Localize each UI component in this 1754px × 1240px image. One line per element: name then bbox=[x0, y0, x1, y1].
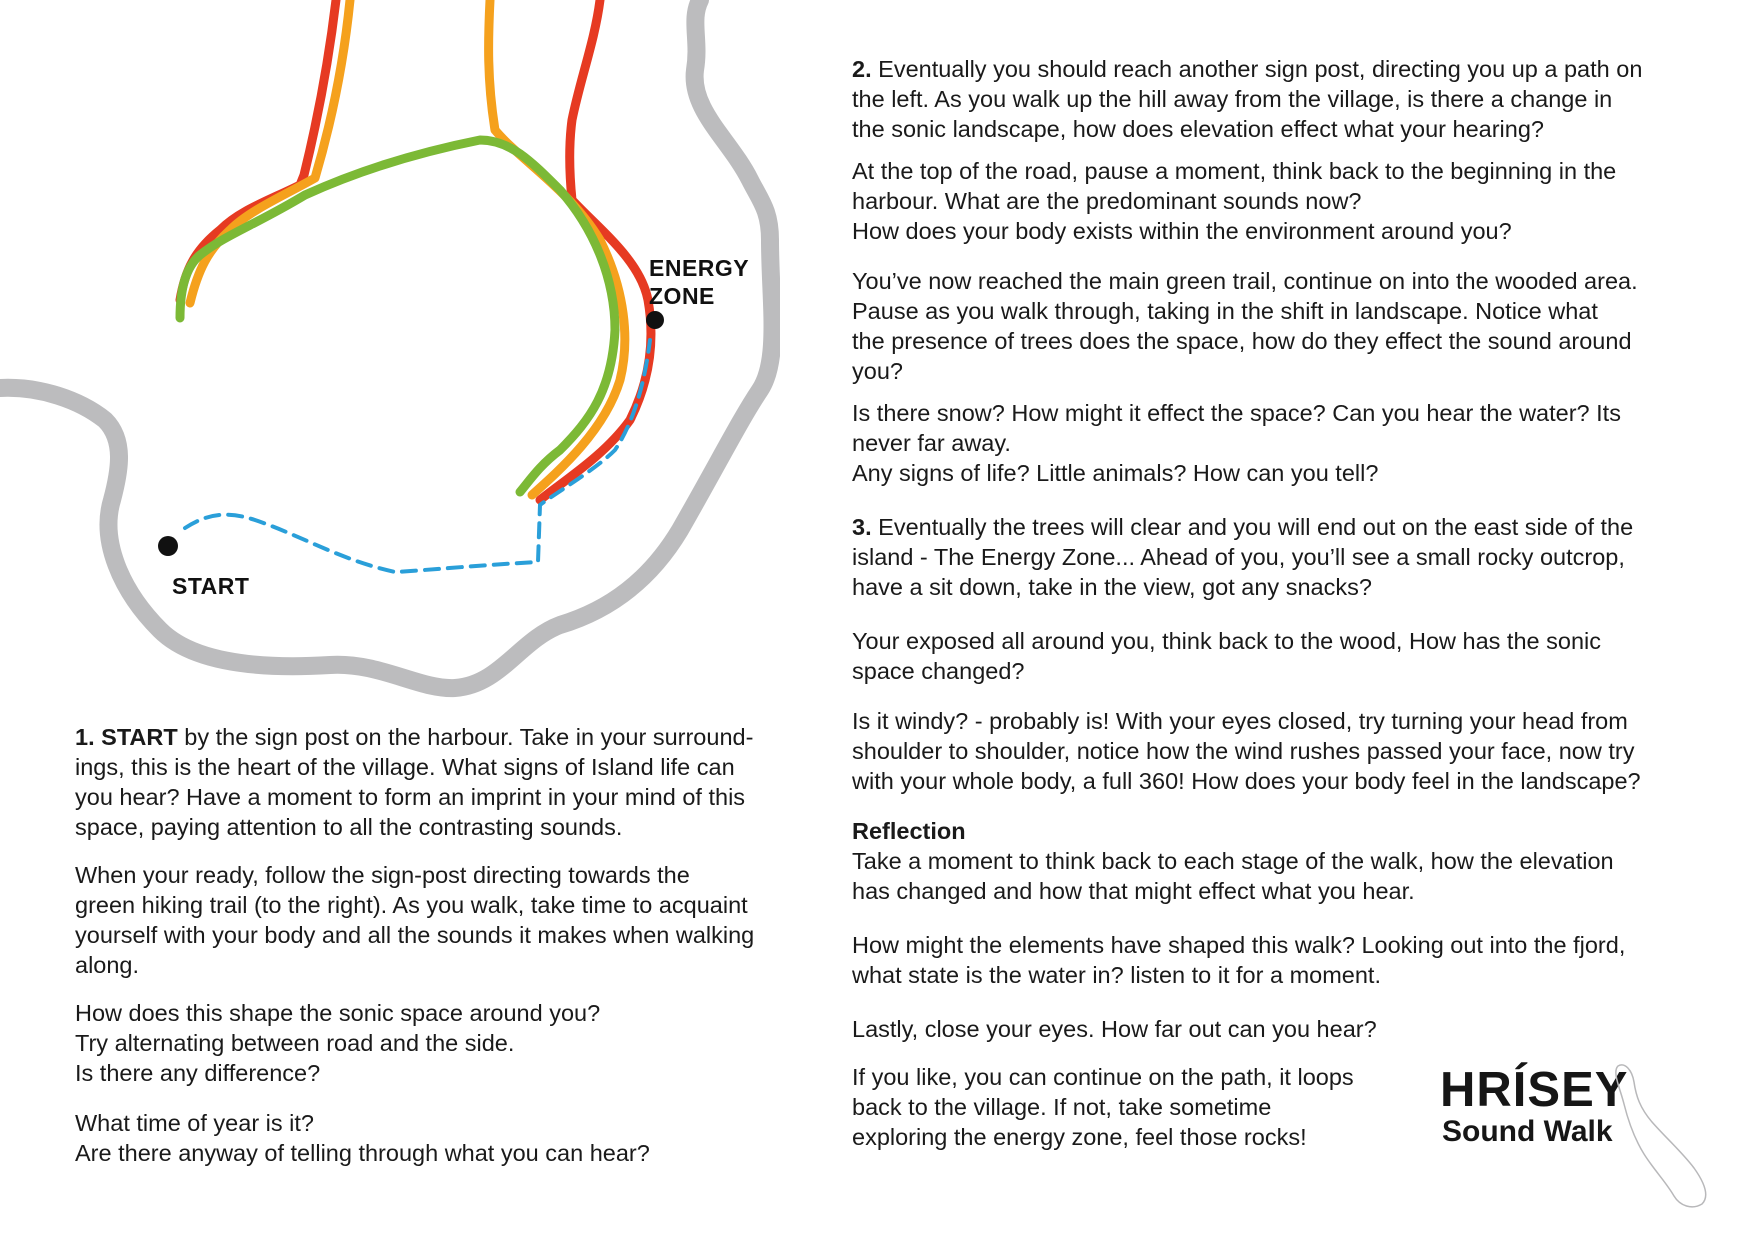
section-1-paragraph-4: What time of year is it? Are there anyway of telling through what you can hear? bbox=[75, 1110, 650, 1166]
section-1-lead: START bbox=[101, 724, 178, 750]
logo-title: HRÍSEY bbox=[1440, 1063, 1629, 1117]
section-2-paragraph-2: At the top of the road, pause a moment, think back to the beginning in the harbour. What are the predominant sounds now? How does your body exists within the environment around you? bbox=[852, 158, 1617, 244]
green-trail bbox=[180, 140, 615, 492]
start-marker bbox=[158, 536, 178, 556]
energy-zone-marker bbox=[646, 311, 664, 329]
hrisey-logo bbox=[1440, 1065, 1628, 1149]
section-3-paragraph-3: Is it windy? - probably is! With your eyes closed, try turning your head from shoulder to shoulder, notice how the wind rushes passed your face, now try with your whole body, a full 360! How does your body feel in the landscape? bbox=[852, 708, 1641, 794]
orange-trail bbox=[190, 0, 625, 495]
section-3-number: 3. bbox=[852, 514, 872, 540]
section-2-paragraph-3: You’ve now reached the main green trail, continue on into the wooded area. Pause as you walk through, taking in the shift in landscape. Notice what the presence of trees does the space, how do they effect the sound around you? bbox=[852, 268, 1638, 384]
section-3-paragraph-2: Your exposed all around you, think back to the wood, How has the sonic space changed? bbox=[852, 628, 1601, 684]
reflection-heading: Reflection bbox=[852, 818, 966, 844]
island-coastline bbox=[0, 0, 773, 688]
section-1-number: 1. bbox=[75, 724, 95, 750]
section-2 bbox=[852, 54, 1702, 488]
trail-map bbox=[0, 0, 780, 720]
energy-label-line: ENERGY bbox=[649, 255, 750, 281]
section-1-paragraph-2: When your ready, follow the sign-post directing towards the green hiking trail (to the right). As you walk, take time to acquaint yourself with your body and all the sounds it makes when walking along. bbox=[75, 862, 755, 978]
reflection-paragraph-3: Lastly, close your eyes. How far out can you hear? bbox=[852, 1016, 1377, 1042]
section-1 bbox=[75, 722, 815, 1168]
right-column bbox=[852, 54, 1702, 1152]
section-1-paragraph-3: How does this shape the sonic space around you? Try alternating between road and the side. Is there any difference? bbox=[75, 1000, 601, 1086]
zone-label-line: ZONE bbox=[649, 283, 715, 309]
reflection-paragraph-4: If you like, you can continue on the path, it loops back to the village. If not, take sometime exploring the energy zone, feel those rocks! bbox=[852, 1064, 1354, 1150]
logo-subtitle: Sound Walk bbox=[1442, 1115, 1613, 1148]
section-2-paragraph-1: 2. Eventually you should reach another sign post, directing you up a path on the left. As you walk up the hill away from the village, is there a change in the sonic landscape, how does elevation effect what your hearing? bbox=[852, 56, 1643, 142]
reflection-paragraph-1: Take a moment to think back to each stage of the walk, how the elevation has changed and how that might effect what you hear. bbox=[852, 848, 1614, 904]
section-3-paragraph-1: 3. Eventually the trees will clear and you will end out on the east side of the island - The Energy Zone... Ahead of you, you’ll see a small rocky outcrop, have a sit down, take in the view, got any snacks? bbox=[852, 514, 1634, 600]
section-2-number: 2. bbox=[852, 56, 872, 82]
island-outline-icon bbox=[1610, 1060, 1720, 1210]
sound-walk-route bbox=[185, 340, 650, 572]
start-label: START bbox=[172, 573, 250, 599]
section-2-paragraph-4: Is there snow? How might it effect the space? Can you hear the water? Its never far away. Any signs of life? Little animals? How can you tell? bbox=[852, 400, 1621, 486]
energy-zone-label bbox=[649, 254, 749, 310]
section-1-paragraph-1: 1. START by the sign post on the harbour. Take in your surround- ings, this is the heart of the village. What signs of Island life can you hear? Have a moment to form an imprint in your mind of this space, paying attention to all the contrasting sounds. bbox=[75, 724, 754, 840]
section-3 bbox=[852, 512, 1702, 796]
reflection-paragraph-2: How might the elements have shaped this walk? Looking out into the fjord, what state is the water in? listen to it for a moment. bbox=[852, 932, 1626, 988]
